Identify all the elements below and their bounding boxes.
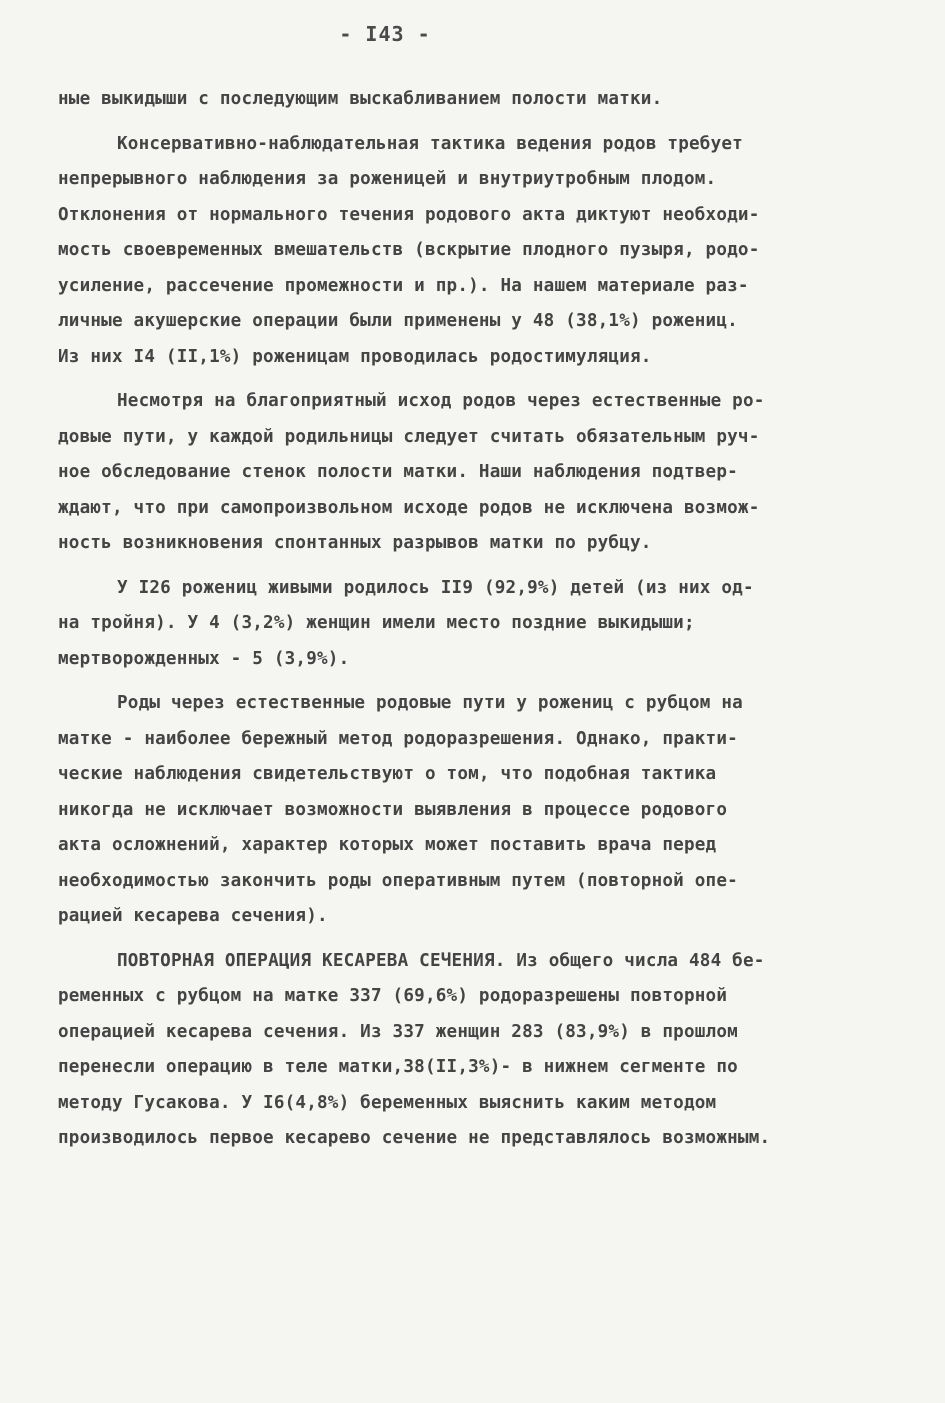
- text-line: ременных с рубцом на матке 337 (69,6%) родоразрешены повторной: [58, 986, 728, 1006]
- text-line: Несмотря на благоприятный исход родов через естественные ро-: [117, 391, 765, 411]
- text-line: непрерывного наблюдения за роженицей и внутриутробным плодом.: [58, 169, 717, 189]
- paragraph: [58, 384, 898, 562]
- text-line: матке - наиболее бережный метод родоразрешения. Однако, практи-: [58, 728, 738, 749]
- page-number: - I43 -: [339, 22, 431, 46]
- text-line: производилось первое кесарево сечение не представлялось возможным.: [58, 1128, 771, 1148]
- paragraph: [58, 571, 898, 678]
- paragraph: [58, 944, 898, 1157]
- text-line: никогда не исключает возможности выявления в процессе родового: [58, 799, 728, 820]
- text-line: ПОВТОРНАЯ ОПЕРАЦИЯ КЕСАРЕВА СЕЧЕНИЯ. Из общего числа 484 бе-: [117, 950, 765, 971]
- text-line: необходимостью закончить роды оперативным путем (повторной опе-: [58, 870, 738, 891]
- text-line: усиление, рассечение промежности и пр.). На нашем материале раз-: [58, 275, 749, 296]
- text-line: довые пути, у каждой родильницы следует считать обязательным руч-: [58, 426, 760, 447]
- text-line: Роды через естественные родовые пути у рожениц с рубцом на: [117, 693, 743, 713]
- text-line: операцией кесарева сечения. Из 337 женщин 283 (83,9%) в прошлом: [58, 1021, 738, 1042]
- text-line: Консервативно-наблюдательная тактика ведения родов требует: [117, 133, 743, 154]
- paragraph: [58, 82, 898, 118]
- text-line: методу Гусакова. У I6(4,8%) беременных выяснить каким методом: [58, 1092, 717, 1113]
- text-line: акта осложнений, характер которых может поставить врача перед: [58, 835, 717, 855]
- text-line: мертворожденных - 5 (3,9%).: [58, 648, 350, 669]
- paragraph: [58, 686, 898, 935]
- text-line: на тройня). У 4 (3,2%) женщин имели место поздние выкидыши;: [58, 613, 695, 633]
- text-line: ность возникновения спонтанных разрывов матки по рубцу.: [58, 533, 652, 553]
- text-line: У I26 рожениц живыми родилось II9 (92,9%) детей (из них од-: [117, 577, 754, 598]
- text-line: рацией кесарева сечения).: [58, 906, 328, 926]
- text-line: ное обследование стенок полости матки. Наши наблюдения подтвер-: [58, 462, 738, 482]
- text-line: мость своевременных вмешательств (вскрытие плодного пузыря, родо-: [58, 240, 760, 260]
- text-line: ческие наблюдения свидетельствуют о том, что подобная тактика: [58, 764, 717, 784]
- text-line: личные акушерские операции были применены у 48 (38,1%) рожениц.: [58, 311, 738, 331]
- text-line: Из них I4 (II,1%) роженицам проводилась родостимуляция.: [58, 346, 652, 367]
- body-text: [58, 82, 898, 1157]
- text-line: Отклонения от нормального течения родового акта диктуют необходи-: [58, 204, 760, 225]
- text-line: перенесли операцию в теле матки,38(II,3%)- в нижнем сегменте по: [58, 1057, 738, 1077]
- text-line: ждают, что при самопроизвольном исходе родов не исключена возмож-: [58, 497, 760, 518]
- paragraph: [58, 127, 898, 376]
- text-line: ные выкидыши с последующим выскабливанием полости матки.: [58, 89, 663, 109]
